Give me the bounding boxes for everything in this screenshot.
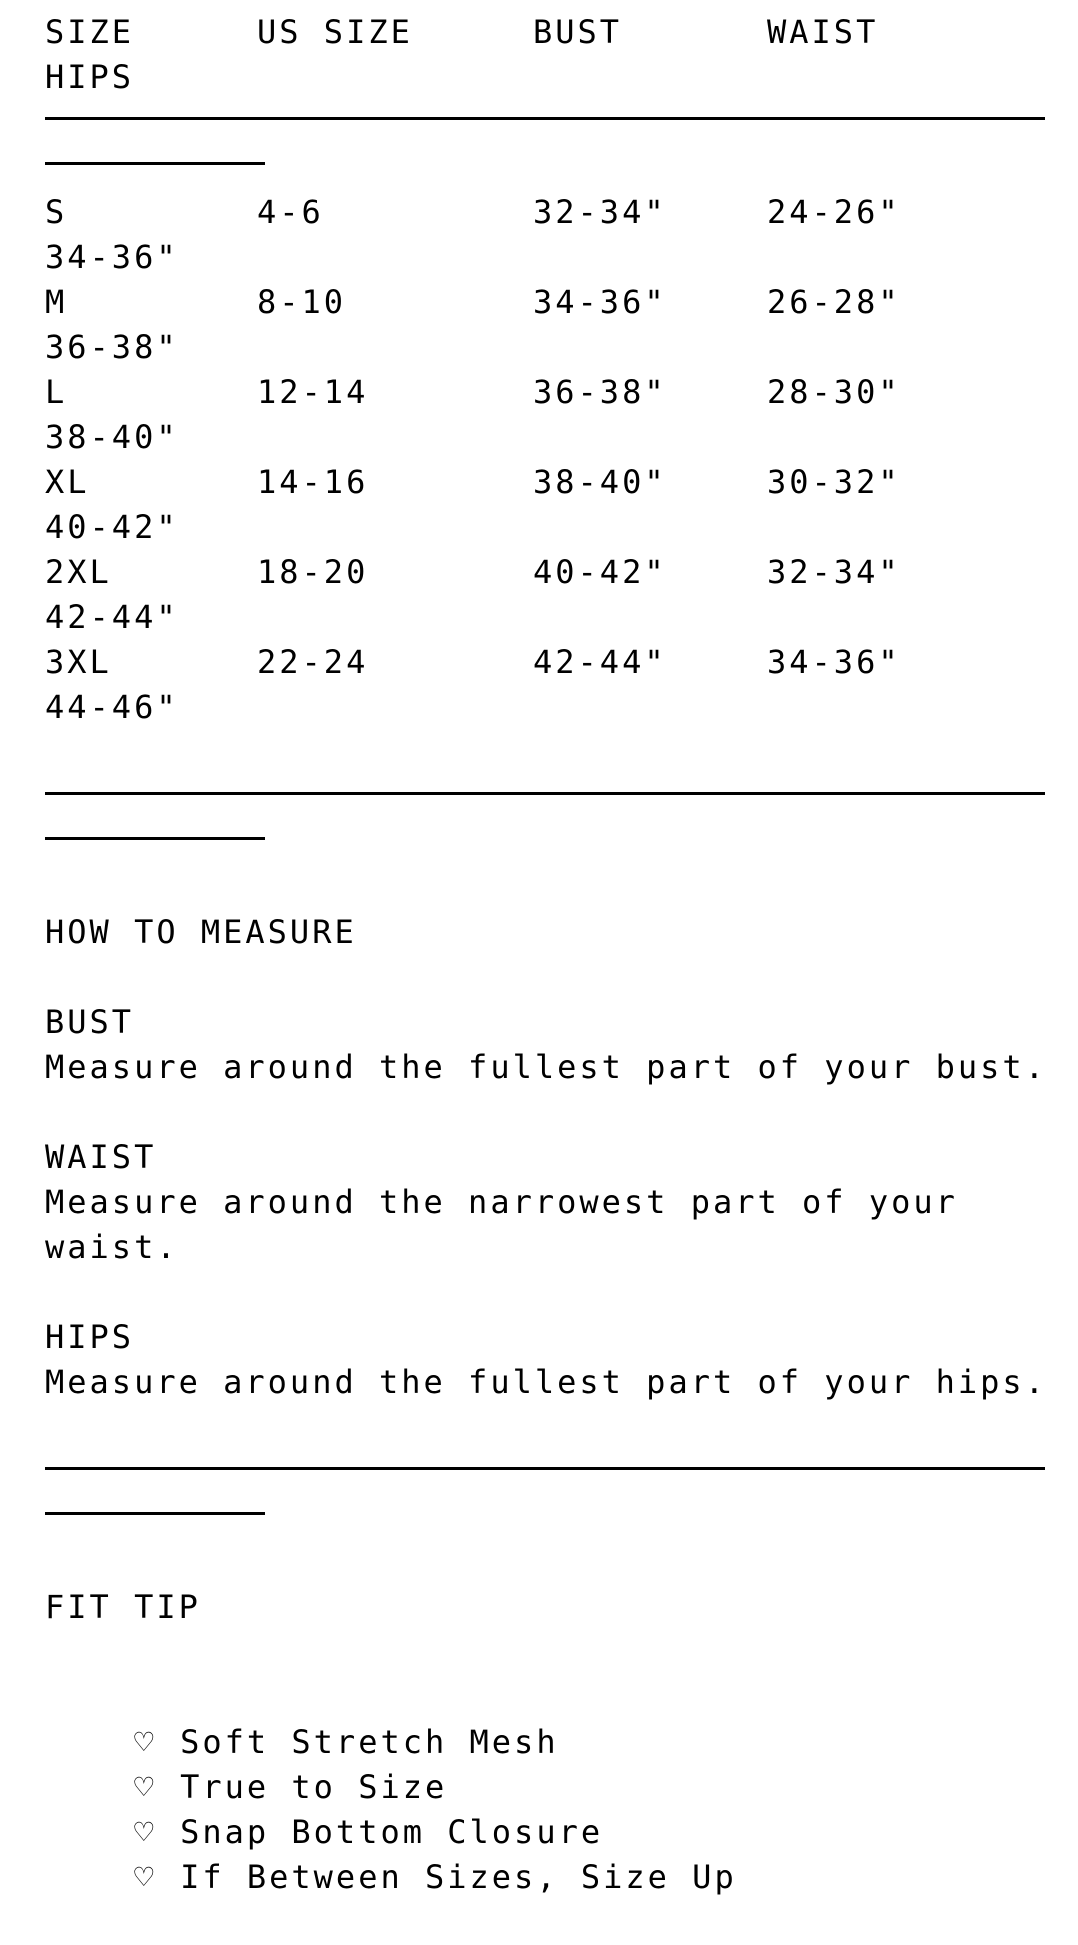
cell-us-size: 12-14 [257,373,369,411]
fit-tip-text: True to Size [180,1768,448,1806]
cell-waist: 30-32" [767,463,901,501]
table-row [45,550,901,595]
table-row [45,370,901,415]
table-header-row [45,10,879,55]
cell-bust: 36-38" [533,373,667,411]
header-hips: HIPS [45,58,135,96]
heart-outline-icon: ♡ [134,1723,157,1761]
cell-hips: 36-38" [45,328,179,366]
cell-waist: 28-30" [767,373,901,411]
heart-outline-icon: ♡ [134,1768,157,1806]
cell-waist: 26-28" [767,283,901,321]
cell-size: 2XL [45,553,112,591]
header-bust: BUST [533,13,623,51]
cell-waist: 34-36" [767,643,901,681]
heart-outline-icon: ♡ [134,1858,157,1896]
fit-tip-text: If Between Sizes, Size Up [180,1858,737,1896]
cell-bust: 34-36" [533,283,667,321]
divider [45,162,265,165]
table-row [45,190,901,235]
cell-us-size: 22-24 [257,643,369,681]
list-item [45,1675,559,1761]
waist-instruction: Measure around the narrowest part of your [45,1183,958,1221]
divider [45,837,265,840]
fit-tip-title: FIT TIP [45,1588,201,1626]
bust-label: BUST [45,1003,135,1041]
header-us-size: US SIZE [257,13,413,51]
cell-hips: 42-44" [45,598,179,636]
cell-hips: 34-36" [45,238,179,276]
cell-us-size: 14-16 [257,463,369,501]
cell-us-size: 18-20 [257,553,369,591]
waist-label: WAIST [45,1138,157,1176]
table-row [45,640,901,685]
cell-waist: 32-34" [767,553,901,591]
how-to-measure-title: HOW TO MEASURE [45,913,357,951]
cell-hips: 44-46" [45,688,179,726]
cell-hips: 40-42" [45,508,179,546]
hips-instruction: Measure around the fullest part of your hips. [45,1363,1047,1401]
list-item [45,1765,604,1851]
fit-tip-text: Snap Bottom Closure [180,1813,604,1851]
divider [45,792,1045,795]
bust-instruction: Measure around the fullest part of your bust. [45,1048,1047,1086]
table-row-hips [45,325,179,370]
waist-instruction-continued: waist. [45,1228,179,1266]
table-row-hips [45,685,179,730]
list-item [45,1810,737,1896]
cell-us-size: 8-10 [257,283,347,321]
heart-outline-icon: ♡ [134,1813,157,1851]
table-row-hips [45,235,179,280]
divider [45,117,1045,120]
table-row-hips [45,595,179,640]
divider [45,1512,265,1515]
cell-size: XL [45,463,90,501]
table-row-hips [45,415,179,460]
cell-bust: 42-44" [533,643,667,681]
list-item [45,1720,448,1806]
fit-tip-text: Soft Stretch Mesh [180,1723,559,1761]
cell-bust: 40-42" [533,553,667,591]
cell-size: 3XL [45,643,112,681]
divider [45,1467,1045,1470]
cell-us-size: 4-6 [257,193,324,231]
header-size: SIZE [45,13,135,51]
cell-waist: 24-26" [767,193,901,231]
header-hips-line [45,55,134,100]
header-waist: WAIST [767,13,879,51]
cell-hips: 38-40" [45,418,179,456]
hips-label: HIPS [45,1318,135,1356]
cell-size: L [45,373,68,411]
table-row [45,460,901,505]
cell-bust: 38-40" [533,463,667,501]
table-row [45,280,901,325]
cell-size: S [45,193,68,231]
cell-size: M [45,283,68,321]
table-row-hips [45,505,179,550]
cell-bust: 32-34" [533,193,667,231]
